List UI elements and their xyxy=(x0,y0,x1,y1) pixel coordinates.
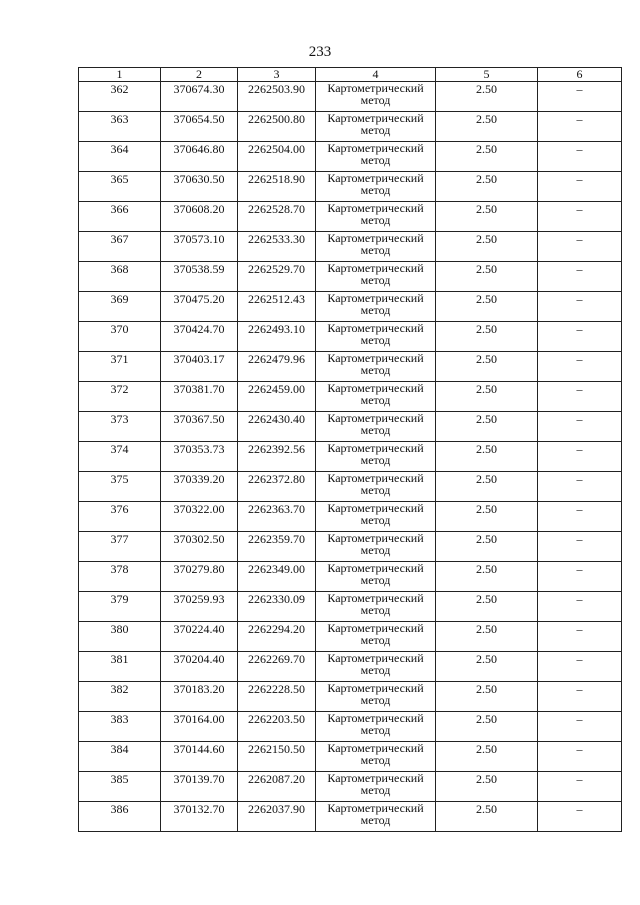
accuracy-cell: 2.50 xyxy=(436,712,538,742)
method-cell: Картометрический метод xyxy=(316,802,436,832)
table-row xyxy=(79,232,622,262)
accuracy-cell: 2.50 xyxy=(436,172,538,202)
accuracy-cell: 2.50 xyxy=(436,412,538,442)
point-number-cell: 370 xyxy=(79,322,161,352)
accuracy-cell: 2.50 xyxy=(436,472,538,502)
y-coordinate-cell: 2262459.00 xyxy=(238,382,316,412)
page-number: 233 xyxy=(308,44,332,60)
x-coordinate-cell: 370424.70 xyxy=(161,322,238,352)
accuracy-cell: 2.50 xyxy=(436,352,538,382)
table-row xyxy=(79,622,622,652)
note-cell: – xyxy=(538,562,622,592)
x-coordinate-cell: 370367.50 xyxy=(161,412,238,442)
x-coordinate-cell: 370538.59 xyxy=(161,262,238,292)
method-cell: Картометрический метод xyxy=(316,172,436,202)
y-coordinate-cell: 2262359.70 xyxy=(238,532,316,562)
note-cell: – xyxy=(538,352,622,382)
accuracy-cell: 2.50 xyxy=(436,562,538,592)
table-header-row xyxy=(79,68,622,82)
note-cell: – xyxy=(538,442,622,472)
note-cell: – xyxy=(538,742,622,772)
y-coordinate-cell: 2262504.00 xyxy=(238,142,316,172)
note-cell: – xyxy=(538,772,622,802)
note-cell: – xyxy=(538,502,622,532)
y-coordinate-cell: 2262528.70 xyxy=(238,202,316,232)
y-coordinate-cell: 2262529.70 xyxy=(238,262,316,292)
x-coordinate-cell: 370204.40 xyxy=(161,652,238,682)
table-row xyxy=(79,472,622,502)
table-row xyxy=(79,142,622,172)
accuracy-cell: 2.50 xyxy=(436,592,538,622)
x-coordinate-cell: 370353.73 xyxy=(161,442,238,472)
method-cell: Картометрический метод xyxy=(316,292,436,322)
point-number-cell: 377 xyxy=(79,532,161,562)
method-cell: Картометрический метод xyxy=(316,472,436,502)
note-cell: – xyxy=(538,592,622,622)
x-coordinate-cell: 370224.40 xyxy=(161,622,238,652)
x-coordinate-cell: 370646.80 xyxy=(161,142,238,172)
point-number-cell: 373 xyxy=(79,412,161,442)
method-cell: Картометрический метод xyxy=(316,412,436,442)
accuracy-cell: 2.50 xyxy=(436,682,538,712)
note-cell: – xyxy=(538,802,622,832)
accuracy-cell: 2.50 xyxy=(436,532,538,562)
accuracy-cell: 2.50 xyxy=(436,802,538,832)
x-coordinate-cell: 370608.20 xyxy=(161,202,238,232)
x-coordinate-cell: 370339.20 xyxy=(161,472,238,502)
x-coordinate-cell: 370674.30 xyxy=(161,82,238,112)
y-coordinate-cell: 2262228.50 xyxy=(238,682,316,712)
method-cell: Картометрический метод xyxy=(316,262,436,292)
accuracy-cell: 2.50 xyxy=(436,262,538,292)
table-row xyxy=(79,772,622,802)
table-row xyxy=(79,502,622,532)
table-row xyxy=(79,442,622,472)
method-cell: Картометрический метод xyxy=(316,382,436,412)
point-number-cell: 380 xyxy=(79,622,161,652)
y-coordinate-cell: 2262518.90 xyxy=(238,172,316,202)
x-coordinate-cell: 370144.60 xyxy=(161,742,238,772)
x-coordinate-cell: 370302.50 xyxy=(161,532,238,562)
note-cell: – xyxy=(538,202,622,232)
table-row xyxy=(79,802,622,832)
x-coordinate-cell: 370654.50 xyxy=(161,112,238,142)
y-coordinate-cell: 2262479.96 xyxy=(238,352,316,382)
point-number-cell: 383 xyxy=(79,712,161,742)
table-row xyxy=(79,562,622,592)
note-cell: – xyxy=(538,292,622,322)
y-coordinate-cell: 2262087.20 xyxy=(238,772,316,802)
x-coordinate-cell: 370139.70 xyxy=(161,772,238,802)
y-coordinate-cell: 2262512.43 xyxy=(238,292,316,322)
accuracy-cell: 2.50 xyxy=(436,232,538,262)
table-row xyxy=(79,292,622,322)
column-header: 4 xyxy=(316,68,436,82)
column-header: 2 xyxy=(161,68,238,82)
point-number-cell: 382 xyxy=(79,682,161,712)
point-number-cell: 381 xyxy=(79,652,161,682)
note-cell: – xyxy=(538,232,622,262)
method-cell: Картометрический метод xyxy=(316,712,436,742)
note-cell: – xyxy=(538,142,622,172)
y-coordinate-cell: 2262503.90 xyxy=(238,82,316,112)
method-cell: Картометрический метод xyxy=(316,592,436,622)
point-number-cell: 362 xyxy=(79,82,161,112)
point-number-cell: 376 xyxy=(79,502,161,532)
method-cell: Картометрический метод xyxy=(316,532,436,562)
method-cell: Картометрический метод xyxy=(316,652,436,682)
y-coordinate-cell: 2262150.50 xyxy=(238,742,316,772)
y-coordinate-cell: 2262294.20 xyxy=(238,622,316,652)
accuracy-cell: 2.50 xyxy=(436,292,538,322)
table-row xyxy=(79,382,622,412)
point-number-cell: 386 xyxy=(79,802,161,832)
y-coordinate-cell: 2262037.90 xyxy=(238,802,316,832)
table-row xyxy=(79,202,622,232)
method-cell: Картометрический метод xyxy=(316,502,436,532)
y-coordinate-cell: 2262430.40 xyxy=(238,412,316,442)
note-cell: – xyxy=(538,82,622,112)
point-number-cell: 368 xyxy=(79,262,161,292)
y-coordinate-cell: 2262269.70 xyxy=(238,652,316,682)
x-coordinate-cell: 370132.70 xyxy=(161,802,238,832)
y-coordinate-cell: 2262500.80 xyxy=(238,112,316,142)
y-coordinate-cell: 2262363.70 xyxy=(238,502,316,532)
x-coordinate-cell: 370259.93 xyxy=(161,592,238,622)
note-cell: – xyxy=(538,652,622,682)
point-number-cell: 372 xyxy=(79,382,161,412)
point-number-cell: 374 xyxy=(79,442,161,472)
column-header: 3 xyxy=(238,68,316,82)
accuracy-cell: 2.50 xyxy=(436,382,538,412)
point-number-cell: 363 xyxy=(79,112,161,142)
table-row xyxy=(79,172,622,202)
y-coordinate-cell: 2262392.56 xyxy=(238,442,316,472)
accuracy-cell: 2.50 xyxy=(436,772,538,802)
accuracy-cell: 2.50 xyxy=(436,502,538,532)
method-cell: Картометрический метод xyxy=(316,232,436,262)
method-cell: Картометрический метод xyxy=(316,622,436,652)
table-row xyxy=(79,322,622,352)
point-number-cell: 366 xyxy=(79,202,161,232)
y-coordinate-cell: 2262349.00 xyxy=(238,562,316,592)
method-cell: Картометрический метод xyxy=(316,682,436,712)
x-coordinate-cell: 370279.80 xyxy=(161,562,238,592)
point-number-cell: 367 xyxy=(79,232,161,262)
method-cell: Картометрический метод xyxy=(316,352,436,382)
accuracy-cell: 2.50 xyxy=(436,742,538,772)
y-coordinate-cell: 2262203.50 xyxy=(238,712,316,742)
x-coordinate-cell: 370630.50 xyxy=(161,172,238,202)
table-row xyxy=(79,742,622,772)
note-cell: – xyxy=(538,172,622,202)
point-number-cell: 365 xyxy=(79,172,161,202)
table-row xyxy=(79,412,622,442)
table-body xyxy=(79,82,622,832)
method-cell: Картометрический метод xyxy=(316,82,436,112)
method-cell: Картометрический метод xyxy=(316,112,436,142)
accuracy-cell: 2.50 xyxy=(436,112,538,142)
point-number-cell: 379 xyxy=(79,592,161,622)
column-header: 5 xyxy=(436,68,538,82)
y-coordinate-cell: 2262330.09 xyxy=(238,592,316,622)
table-row xyxy=(79,82,622,112)
accuracy-cell: 2.50 xyxy=(436,202,538,232)
accuracy-cell: 2.50 xyxy=(436,82,538,112)
x-coordinate-cell: 370164.00 xyxy=(161,712,238,742)
y-coordinate-cell: 2262533.30 xyxy=(238,232,316,262)
point-number-cell: 369 xyxy=(79,292,161,322)
accuracy-cell: 2.50 xyxy=(436,652,538,682)
method-cell: Картометрический метод xyxy=(316,442,436,472)
method-cell: Картометрический метод xyxy=(316,562,436,592)
note-cell: – xyxy=(538,412,622,442)
point-number-cell: 378 xyxy=(79,562,161,592)
note-cell: – xyxy=(538,532,622,562)
x-coordinate-cell: 370475.20 xyxy=(161,292,238,322)
column-header: 6 xyxy=(538,68,622,82)
table-row xyxy=(79,592,622,622)
accuracy-cell: 2.50 xyxy=(436,622,538,652)
table-row xyxy=(79,532,622,562)
accuracy-cell: 2.50 xyxy=(436,322,538,352)
table-row xyxy=(79,652,622,682)
point-number-cell: 385 xyxy=(79,772,161,802)
method-cell: Картометрический метод xyxy=(316,742,436,772)
point-number-cell: 375 xyxy=(79,472,161,502)
note-cell: – xyxy=(538,322,622,352)
point-number-cell: 384 xyxy=(79,742,161,772)
table-row xyxy=(79,682,622,712)
note-cell: – xyxy=(538,112,622,142)
note-cell: – xyxy=(538,682,622,712)
table-row xyxy=(79,712,622,742)
note-cell: – xyxy=(538,262,622,292)
table-row xyxy=(79,112,622,142)
x-coordinate-cell: 370573.10 xyxy=(161,232,238,262)
point-number-cell: 364 xyxy=(79,142,161,172)
x-coordinate-cell: 370322.00 xyxy=(161,502,238,532)
method-cell: Картометрический метод xyxy=(316,202,436,232)
column-header: 1 xyxy=(79,68,161,82)
x-coordinate-cell: 370381.70 xyxy=(161,382,238,412)
coordinates-table xyxy=(78,67,622,832)
method-cell: Картометрический метод xyxy=(316,322,436,352)
accuracy-cell: 2.50 xyxy=(436,442,538,472)
table-row xyxy=(79,262,622,292)
x-coordinate-cell: 370183.20 xyxy=(161,682,238,712)
method-cell: Картометрический метод xyxy=(316,772,436,802)
method-cell: Картометрический метод xyxy=(316,142,436,172)
table-row xyxy=(79,352,622,382)
note-cell: – xyxy=(538,382,622,412)
x-coordinate-cell: 370403.17 xyxy=(161,352,238,382)
note-cell: – xyxy=(538,472,622,502)
y-coordinate-cell: 2262372.80 xyxy=(238,472,316,502)
y-coordinate-cell: 2262493.10 xyxy=(238,322,316,352)
note-cell: – xyxy=(538,712,622,742)
accuracy-cell: 2.50 xyxy=(436,142,538,172)
note-cell: – xyxy=(538,622,622,652)
point-number-cell: 371 xyxy=(79,352,161,382)
